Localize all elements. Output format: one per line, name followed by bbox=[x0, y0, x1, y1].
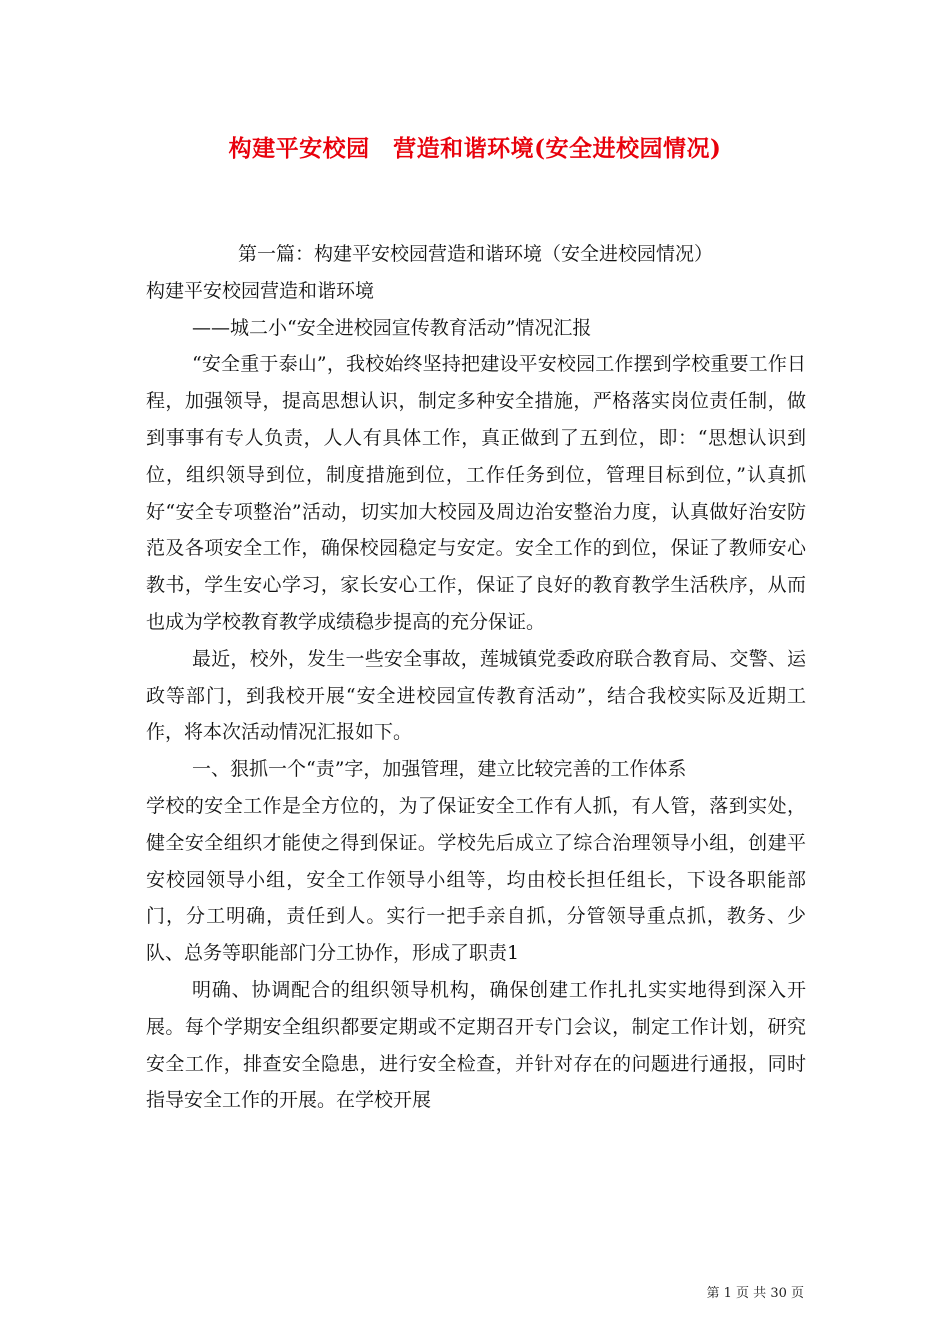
document-title: 构建平安校园 营造和谐环境(安全进校园情况) bbox=[228, 135, 722, 162]
page-number: 第 1 页 共 30 页 bbox=[706, 1286, 804, 1301]
document-body bbox=[146, 236, 806, 1119]
paragraph-organization: 学校的安全工作是全方位的，为了保证安全工作有人抓，有人管，落到实处，健全安全组织才能使之得到保证。学校先后成立了综合治理领导小组，创建平安校园领导小组，安全工作领导小组等，均由校长担任组长，下设各职能部门，分工明确，责任到人。实行一把手亲自抓，分管领导重点抓，教务、少队、总务等职能部门分工协作，形成了职责1 bbox=[146, 794, 806, 965]
paragraph-chapter-heading: 第一篇：构建平安校园营造和谐环境（安全进校园情况） bbox=[238, 243, 714, 265]
paragraph-continuation: 明确、协调配合的组织领导机构，确保创建工作扎扎实实地得到深入开展。每个学期安全组织都要定期或不定期召开专门会议，制定工作计划，研究安全工作，排查安全隐患，进行安全检查，并针对存在的问题进行通报，同时指导安全工作的开展。在学校开展 bbox=[146, 978, 806, 1112]
paragraph-recent-events: 最近，校外，发生一些安全事故，莲城镇党委政府联合教育局、交警、运政等部门，到我校开展“安全进校园宣传教育活动”，结合我校实际及近期工作，将本次活动情况汇报如下。 bbox=[146, 647, 806, 744]
paragraph-report-title: ——城二小“安全进校园宣传教育活动”情况汇报 bbox=[192, 316, 592, 339]
paragraph-subtitle: 构建平安校园营造和谐环境 bbox=[146, 279, 375, 302]
paragraph-intro: “安全重于泰山”，我校始终坚持把建设平安校园工作摆到学校重要工作日程，加强领导，提高思想认识，制定多种安全措施，严格落实岗位责任制，做到事事有专人负责，人人有具体工作，真正做到了五到位，即：“思想认识到位，组织领导到位，制度措施到位，工作任务到位，管理目标到位，”认真抓好“安全专项整治”活动，切实加大校园及周边治安整治力度，认真做好治安防范及各项安全工作，确保校园稳定与安定。安全工作的到位，保证了教师安心教书，学生安心学习，家长安心工作，保证了良好的教育教学生活秩序，从而也成为学校教育教学成绩稳步提高的充分保证。 bbox=[146, 353, 806, 633]
paragraph-section-heading: 一、狠抓一个“责”字，加强管理，建立比较完善的工作体系 bbox=[192, 758, 687, 781]
